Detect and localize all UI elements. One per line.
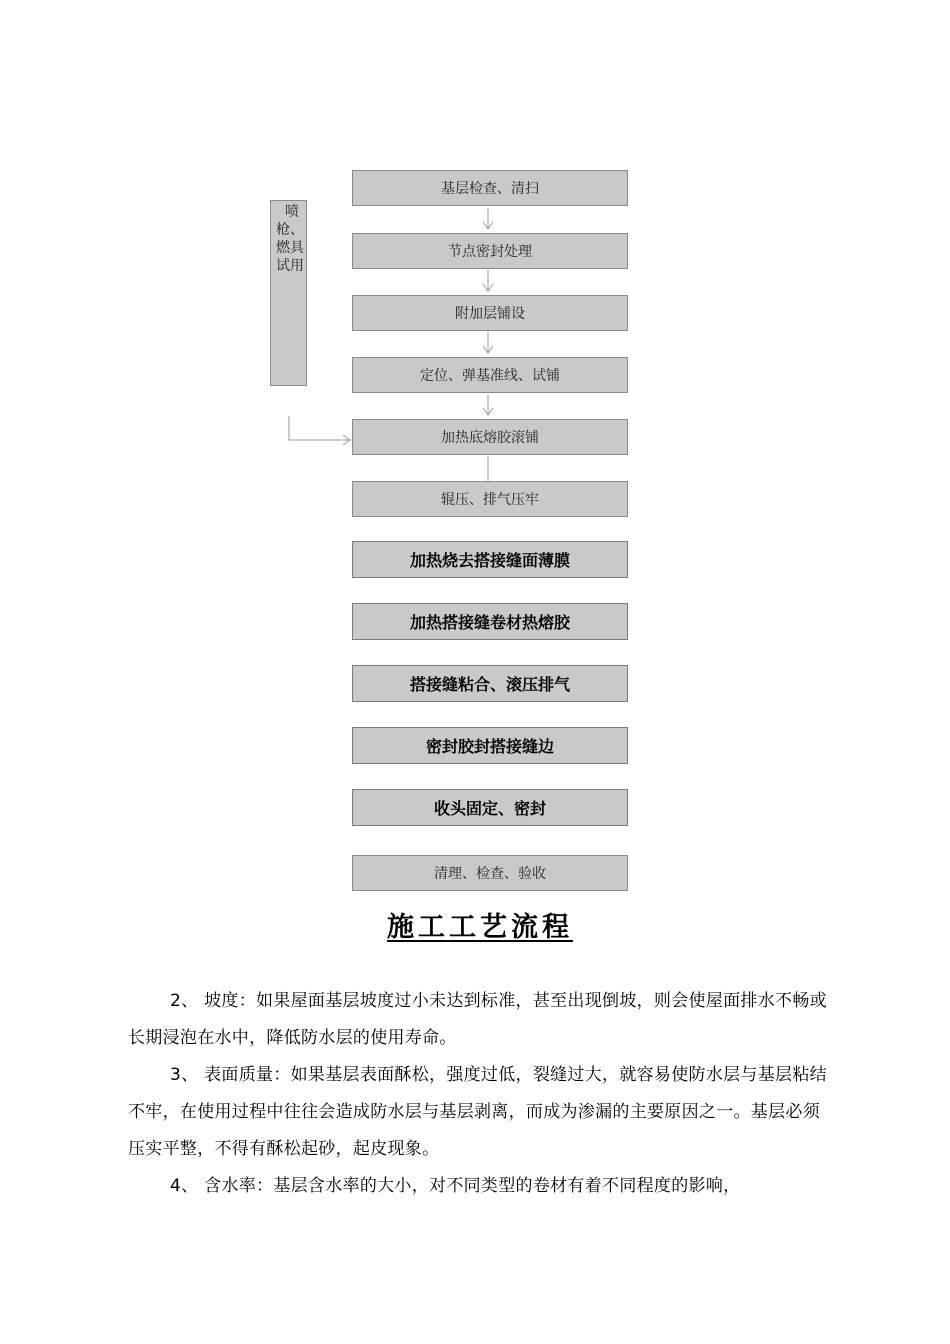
side-note-line: 燃具 [276, 240, 304, 256]
section-title: 施工工艺流程 [387, 912, 573, 943]
flow-step-2: 节点密封处理 [352, 233, 628, 269]
side-note-line: 试用 [276, 258, 304, 274]
flow-step-6: 辊压、排气压牢 [352, 481, 628, 517]
flow-step-9: 搭接缝粘合、滚压排气 [352, 665, 628, 702]
flow-step-7: 加热烧去搭接缝面薄膜 [352, 541, 628, 578]
flow-step-3: 附加层铺设 [352, 295, 628, 331]
flow-step-8: 加热搭接缝卷材热熔胶 [352, 603, 628, 640]
side-note-line: 枪、 [276, 222, 304, 238]
paragraph-surface-quality: 3、 表面质量：如果基层表面酥松，强度过低，裂缝过大，就容易使防水层与基层粘结不牢，在使用过程中往往会造成防水层与基层剥离，而成为渗漏的主要原因之一。基层必须压实平整，不得有酥松起砂，起皮现象。 [128, 1065, 827, 1159]
paragraph-moisture: 4、 含水率：基层含水率的大小，对不同类型的卷材有着不同程度的影响， [170, 1176, 741, 1196]
side-note-line: 喷 [285, 204, 299, 220]
flow-step-1: 基层检查、清扫 [352, 170, 628, 206]
flow-step-5: 加热底熔胶滚铺 [352, 419, 628, 455]
flow-step-12: 清理、检查、验收 [352, 855, 628, 891]
flow-step-11: 收头固定、密封 [352, 789, 628, 826]
paragraph-slope: 2、 坡度：如果屋面基层坡度过小未达到标准，甚至出现倒坡，则会使屋面排水不畅或长期浸泡在水中，降低防水层的使用寿命。 [128, 991, 827, 1048]
side-note-box [270, 200, 307, 386]
flow-step-4: 定位、弹基准线、试铺 [352, 357, 628, 393]
flow-step-10: 密封胶封搭接缝边 [352, 727, 628, 764]
side-branch-line [289, 416, 350, 440]
